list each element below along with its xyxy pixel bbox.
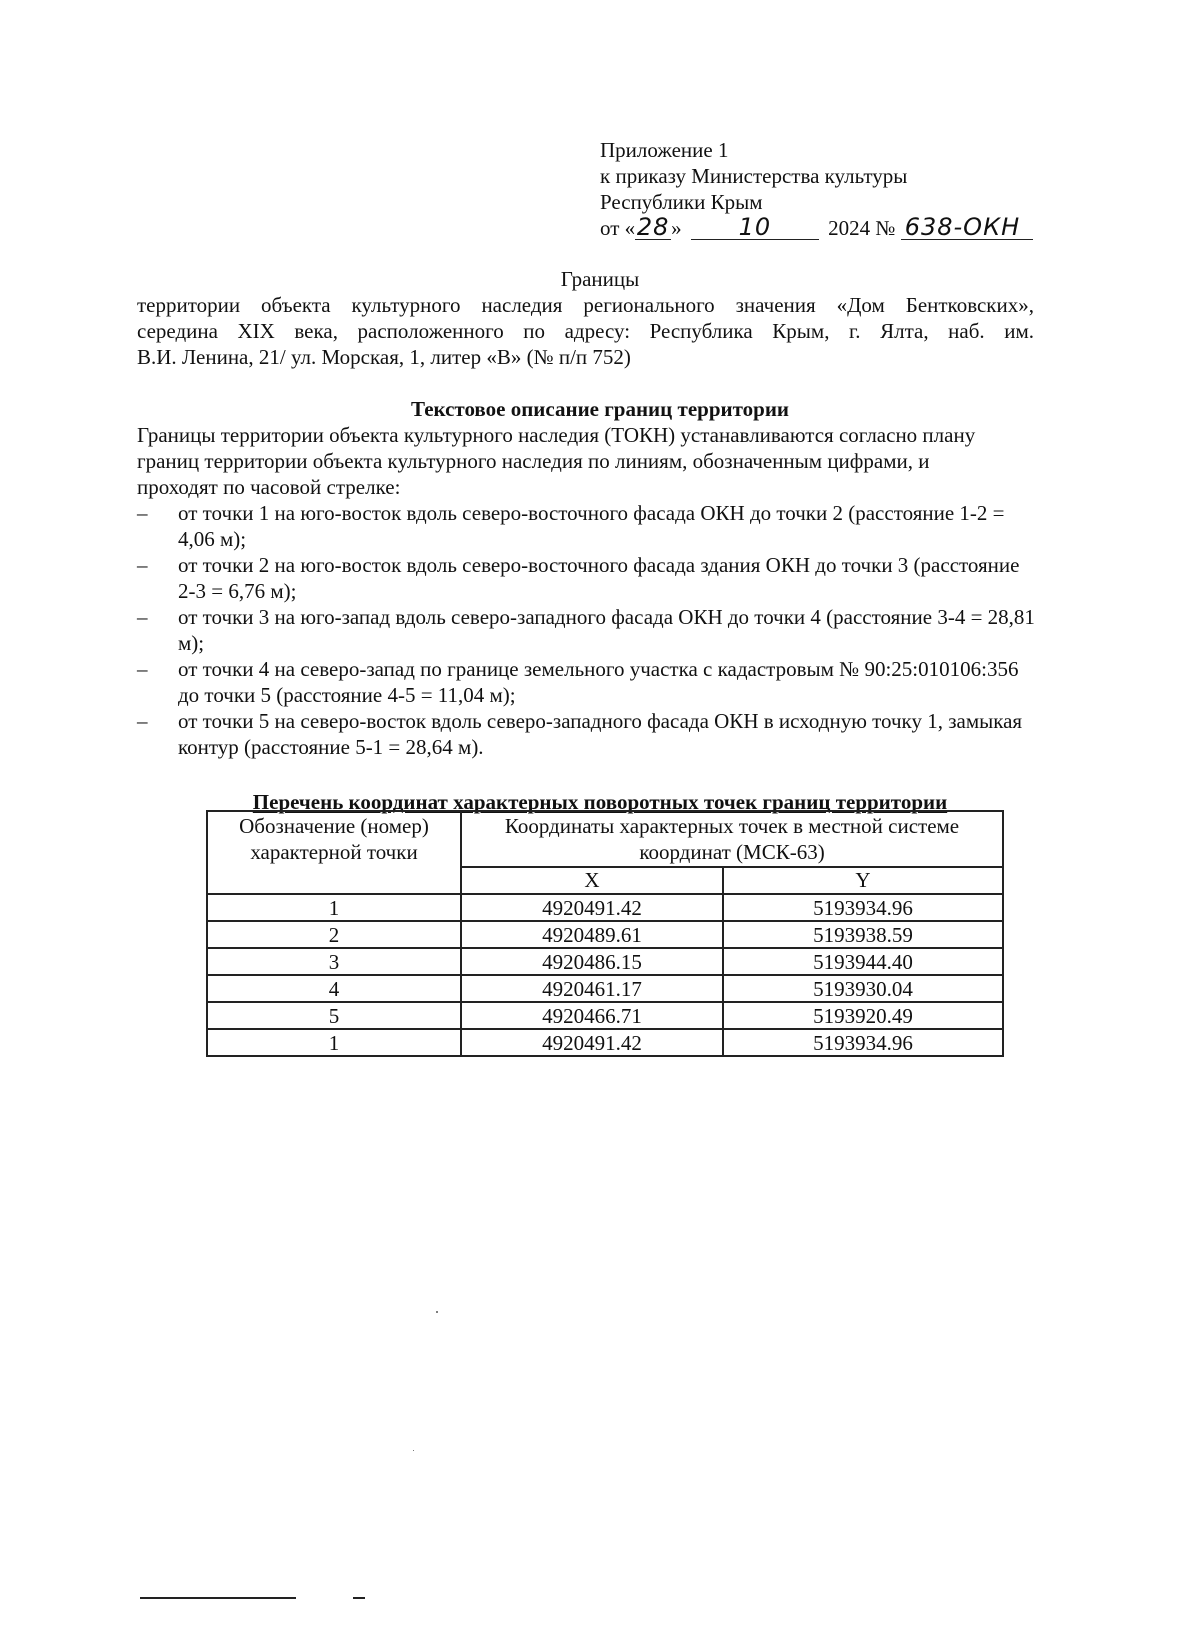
cell-x: 4920491.42 (461, 1029, 723, 1056)
cell-point: 5 (207, 1002, 461, 1029)
header-x: X (461, 867, 723, 894)
table-row (207, 894, 1003, 921)
coordinates-table (206, 810, 1004, 1057)
cell-y: 5193944.40 (723, 948, 1003, 975)
cell-y: 5193938.59 (723, 921, 1003, 948)
table-row (207, 975, 1003, 1002)
section-heading: Текстовое описание границ территории (410, 397, 790, 421)
list-item-text: от точки 2 на юго-восток вдоль северо-восточного фасада здания ОКН до точки 3 (расстояние 2-3 = 6,76 м); (178, 553, 1020, 603)
scan-speck (436, 1311, 438, 1313)
date-day-handwritten: 28 (636, 213, 670, 241)
list-item (137, 708, 1037, 760)
list-dash: – (137, 605, 148, 629)
list-dash: – (137, 553, 148, 577)
subject-paragraph (137, 292, 1034, 370)
list-item (137, 656, 1037, 708)
cell-x: 4920489.61 (461, 921, 723, 948)
date-month-handwritten: 10 (691, 215, 819, 240)
header-point-designation: Обозначение (номер) характерной точки (207, 811, 461, 894)
cell-point: 3 (207, 948, 461, 975)
list-dash: – (137, 501, 148, 525)
subject-line: В.И. Ленина, 21/ ул. Морская, 1, литер «В» (№ п/п 752) (137, 345, 631, 369)
date-mid: » (671, 216, 682, 240)
date-prefix: от « (600, 216, 636, 240)
subject-line: территории объекта культурного наследия регионального значения «Дом Бентковских», (137, 293, 1034, 317)
intro-line: границ территории объекта культурного наследия по линиям, обозначенным цифрами, и (137, 449, 930, 473)
header-y: Y (723, 867, 1003, 894)
list-item (137, 552, 1037, 604)
document-title: Границы (560, 267, 640, 291)
boundary-list (137, 500, 1037, 760)
list-item-text: от точки 1 на юго-восток вдоль северо-восточного фасада ОКН до точки 2 (расстояние 1-2 = 4,06 м); (178, 501, 1005, 551)
cell-y: 5193934.96 (723, 894, 1003, 921)
ministry-region: Республики Крым (600, 190, 763, 214)
footer-rule (140, 1597, 296, 1599)
date-year-number-label: 2024 № (828, 216, 896, 240)
cell-point: 2 (207, 921, 461, 948)
appendix-label: Приложение 1 (600, 138, 729, 162)
table-row (207, 948, 1003, 975)
intro-line: проходят по часовой стрелке: (137, 475, 401, 499)
list-item-text: от точки 5 на северо-восток вдоль северо-западного фасада ОКН в исходную точку 1, замыкая контур (расстояние 5-1 = 28,64 м). (178, 709, 1023, 759)
cell-point: 4 (207, 975, 461, 1002)
list-item-text: от точки 3 на юго-запад вдоль северо-западного фасада ОКН до точки 4 (расстояние 3-4 = 28,81 м); (178, 605, 1035, 655)
subject-line: середина XIX века, расположенного по адресу: Республика Крым, г. Ялта, наб. им. (137, 319, 1034, 343)
table-row (207, 921, 1003, 948)
cell-point: 1 (207, 1029, 461, 1056)
cell-x: 4920491.42 (461, 894, 723, 921)
cell-y: 5193920.49 (723, 1002, 1003, 1029)
header-coordinates: Координаты характерных точек в местной системе координат (МСК-63) (461, 811, 1003, 867)
cell-x: 4920466.71 (461, 1002, 723, 1029)
list-dash: – (137, 657, 148, 681)
scan-speck (413, 1450, 414, 1451)
cell-x: 4920461.17 (461, 975, 723, 1002)
approval-block (600, 137, 1160, 241)
order-date-line (600, 215, 1160, 241)
list-item-text: от точки 4 на северо-запад по границе земельного участка с кадастровым № 90:25:010106:356 до точки 5 (расстояние 4-5 = 11,04 м); (178, 657, 1019, 707)
table-row (207, 1002, 1003, 1029)
table-row (207, 1029, 1003, 1056)
intro-paragraph (137, 422, 1037, 500)
intro-line: Границы территории объекта культурного наследия (ТОКН) устанавливаются согласно плану (137, 423, 976, 447)
cell-x: 4920486.15 (461, 948, 723, 975)
footer-mark (353, 1597, 365, 1599)
list-item (137, 500, 1037, 552)
list-item (137, 604, 1037, 656)
cell-y: 5193934.96 (723, 1029, 1003, 1056)
table-caption: Перечень координат характерных поворотных точек границ территории (252, 790, 948, 814)
cell-point: 1 (207, 894, 461, 921)
table-header-row (207, 811, 1003, 867)
list-dash: – (137, 709, 148, 733)
order-number-handwritten: 638-ОКН (901, 215, 1033, 240)
order-reference: к приказу Министерства культуры (600, 164, 908, 188)
cell-y: 5193930.04 (723, 975, 1003, 1002)
